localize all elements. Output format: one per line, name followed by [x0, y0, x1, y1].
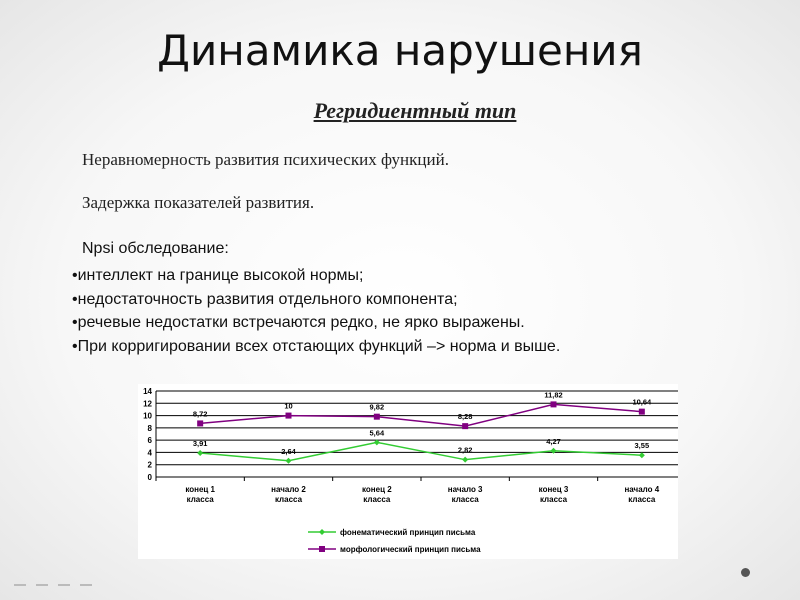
x-tick-label: класса [274, 495, 303, 504]
data-point [286, 413, 292, 419]
pen-icon[interactable] [36, 574, 48, 586]
npsi-header: Npsi обследование: [82, 240, 229, 257]
prev-icon[interactable] [14, 574, 26, 586]
legend-marker [319, 529, 325, 535]
data-point [374, 414, 380, 420]
data-point [639, 452, 645, 458]
data-label: 8,28 [457, 412, 473, 422]
data-label: 5,64 [369, 428, 385, 438]
bullet-item: •речевые недостатки встречаются редко, не ярко выражены. [72, 314, 525, 331]
data-label: 3,91 [192, 438, 208, 448]
bullet-item: •интеллект на границе высокой нормы; [72, 267, 364, 284]
x-tick-label: конец 3 [538, 485, 569, 494]
slide-controls[interactable] [14, 574, 104, 588]
data-point [551, 401, 557, 407]
data-label: 2,64 [281, 446, 296, 456]
data-point [286, 458, 292, 464]
x-tick-label: начало 2 [271, 485, 306, 494]
data-label: 9,82 [369, 402, 385, 412]
series-line [200, 442, 642, 460]
menu-icon[interactable] [58, 574, 70, 586]
x-tick-label: класса [186, 495, 214, 504]
text-line-1: Неравномерность развития психических функций. [82, 150, 449, 169]
slide-nav-dot[interactable] [741, 568, 750, 577]
x-tick-label: класса [451, 495, 479, 504]
data-label: 2,82 [457, 445, 473, 455]
y-tick-label: 2 [147, 460, 152, 470]
data-point [462, 457, 468, 463]
x-tick-label: начало 3 [447, 485, 483, 494]
bullet-item: •недостаточность развития отдельного компонента; [72, 290, 458, 308]
x-tick-label: начало 4 [624, 485, 660, 494]
legend-label: морфологический принцип письма [340, 545, 481, 554]
legend-label: фонематический принцип письма [340, 528, 476, 537]
data-point [197, 420, 203, 426]
y-tick-label: 6 [147, 436, 152, 446]
data-label: 10 [284, 401, 293, 411]
data-point [197, 450, 203, 456]
bullet-list [72, 264, 560, 358]
x-tick-label: конец 2 [362, 485, 392, 494]
bullet-item: •При корригировании всех отстающих функций –> норма и выше. [72, 337, 561, 355]
data-label: 3,55 [634, 441, 650, 451]
data-label: 10,64 [632, 397, 652, 407]
data-label: 8,72 [192, 409, 208, 419]
line-chart [138, 384, 678, 559]
data-label: 4,27 [546, 436, 561, 446]
y-tick-label: 8 [147, 423, 152, 433]
x-tick-label: класса [628, 495, 656, 504]
data-point [639, 409, 645, 415]
next-icon[interactable] [80, 574, 92, 586]
chart-svg [138, 384, 678, 559]
y-tick-label: 10 [143, 411, 152, 421]
data-label: 11,82 [544, 390, 563, 400]
y-tick-label: 14 [143, 387, 152, 396]
x-tick-label: класса [539, 495, 568, 504]
slide-subtitle: Регридиентный тип [313, 98, 517, 123]
x-tick-label: класса [363, 495, 391, 504]
y-tick-label: 12 [143, 399, 152, 409]
slide-title: Динамика нарушения [157, 26, 643, 75]
y-tick-label: 0 [147, 473, 152, 482]
y-tick-label: 4 [147, 448, 152, 458]
legend-marker [319, 546, 325, 552]
x-tick-label: конец 1 [185, 485, 215, 494]
text-line-2: Задержка показателей развития. [82, 193, 315, 212]
data-point [462, 423, 468, 429]
